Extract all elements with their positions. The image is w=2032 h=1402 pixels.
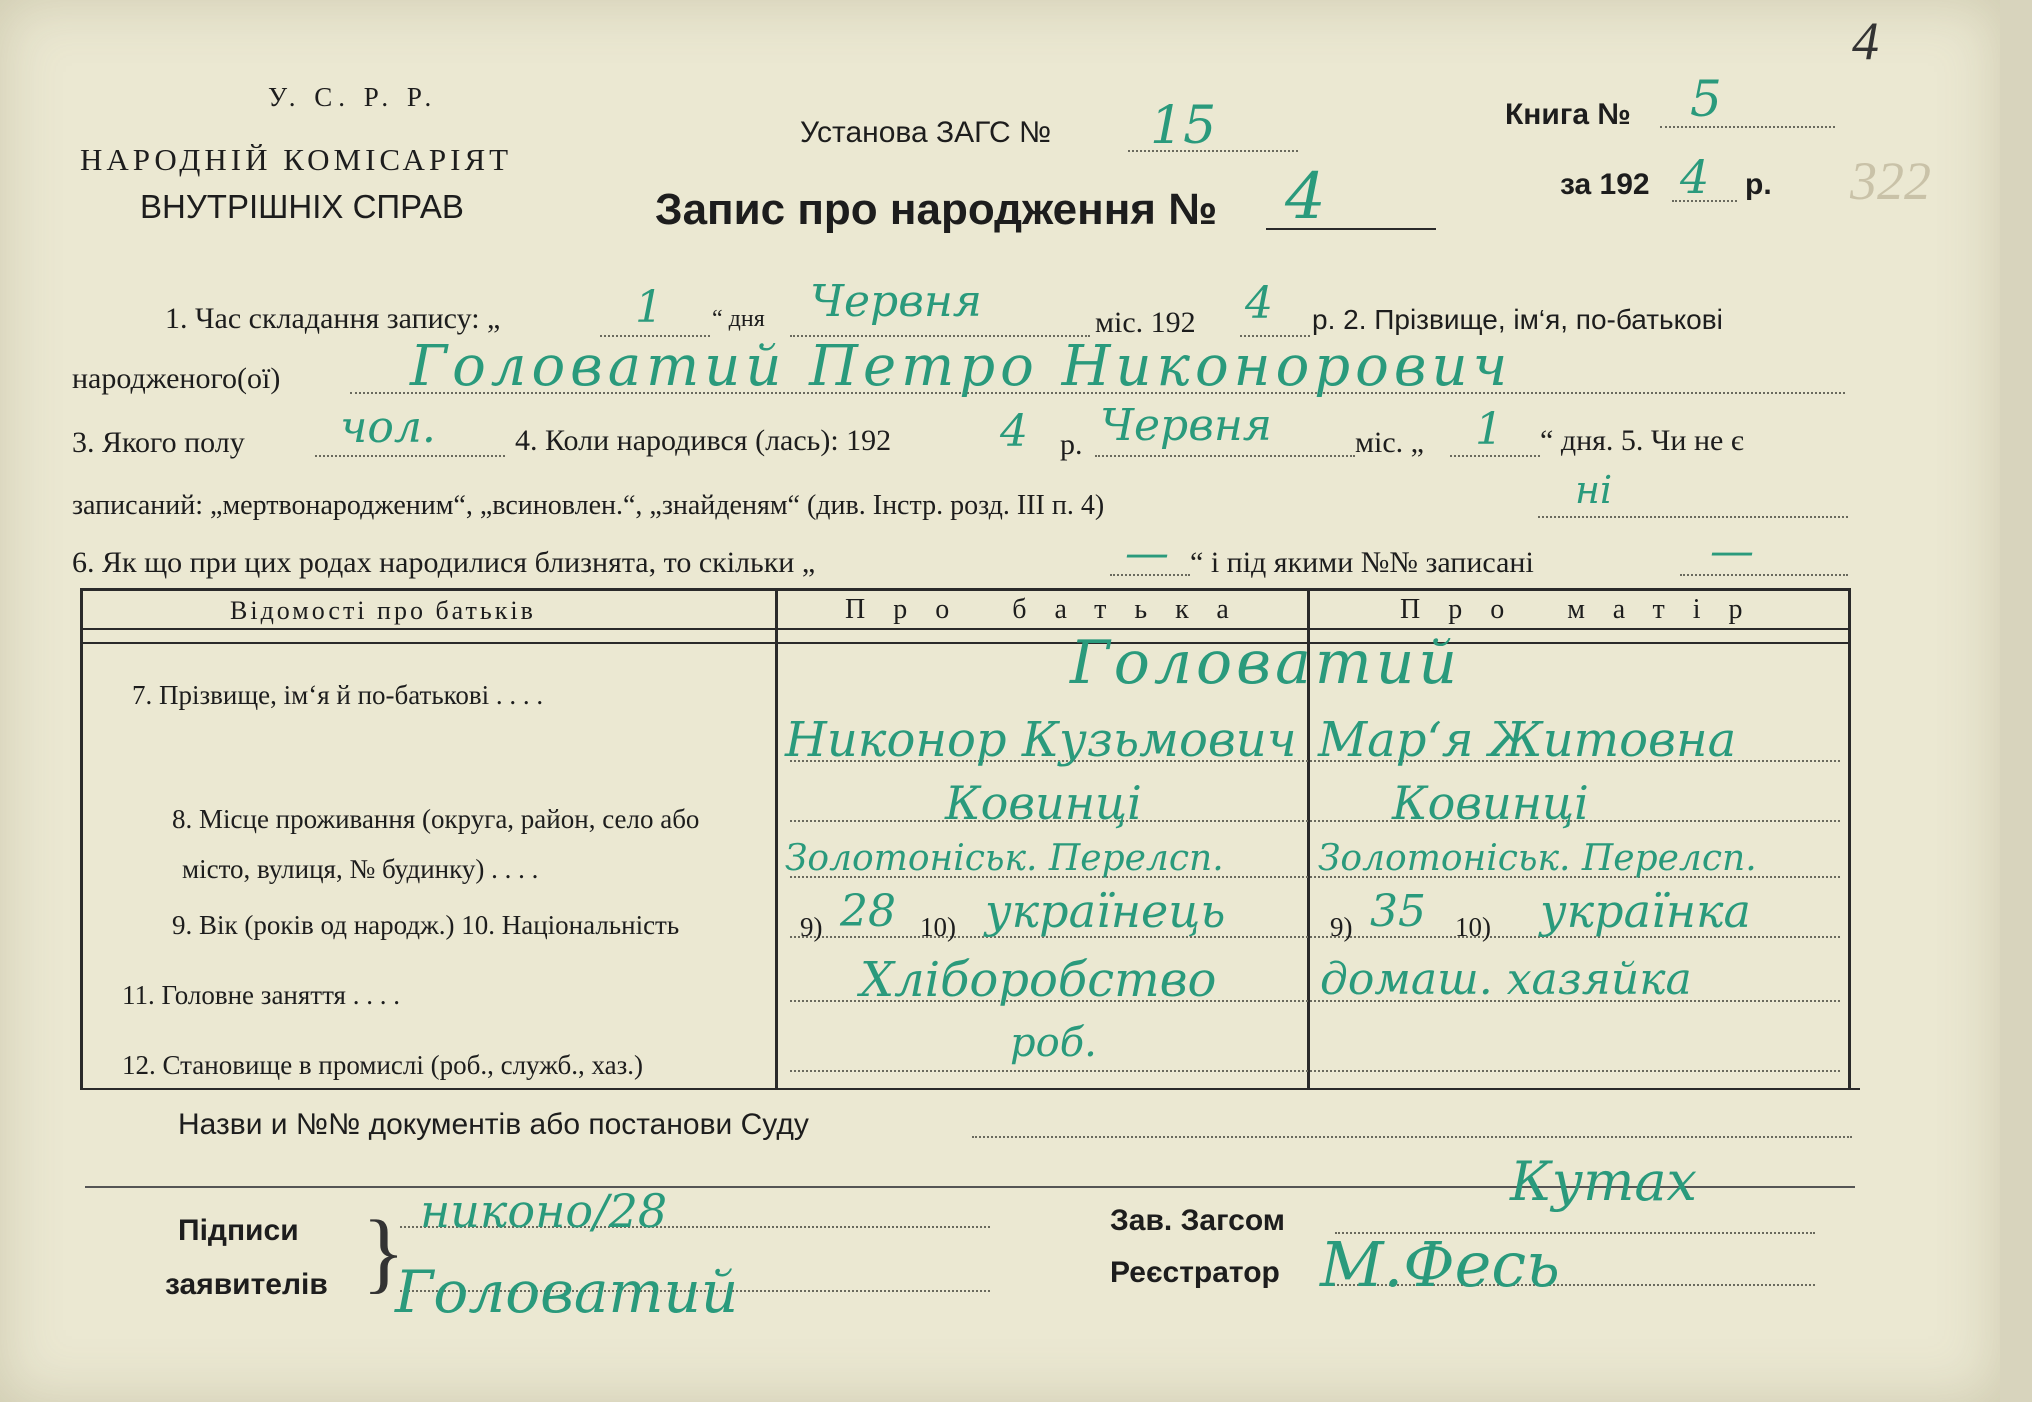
field-1-day-word: “ дня — [712, 306, 765, 332]
field-6-label-b: “ і під якими №№ записані — [1190, 546, 1534, 579]
registrar-signature: М.Фесь — [1320, 1228, 1560, 1301]
commissariat-line-2: ВНУТРІШНІХ СПРАВ — [140, 188, 464, 225]
mother-nat-prefix: 10) — [1455, 912, 1491, 942]
field-6-label-a: 6. Як що при цих родах народилися близнята, то скільки „ — [72, 546, 816, 579]
row-11-label: 11. Головне заняття . . . . — [122, 980, 400, 1010]
row-8-label-2: місто, вулиця, № будинку) . . . . — [182, 854, 539, 884]
field-2-label: р. 2. Прізвище, ім‘я, по-батькові — [1312, 304, 1723, 335]
row-7-label: 7. Прізвище, ім‘я й по-батькові . . . . — [132, 680, 544, 710]
field-4-day-line — [1450, 455, 1540, 457]
year-label-pre: за 192 — [1560, 168, 1650, 201]
documents-line — [972, 1136, 1852, 1138]
mother-place-1: Ковинці — [1392, 776, 1589, 830]
field-1-year: 4 — [1245, 278, 1273, 329]
mother-occupation: домаш. хазяйка — [1320, 954, 1692, 1005]
registrar-label: Реєстратор — [1110, 1256, 1280, 1289]
year-line — [1672, 200, 1737, 202]
field-5-value: ні — [1575, 468, 1613, 512]
table-header-rule — [80, 628, 1850, 630]
institution-no: 15 — [1150, 96, 1217, 156]
row-9-label: 9. Вік (років од народж.) 10. Національність — [172, 910, 680, 940]
table-divider-1 — [775, 588, 778, 1088]
father-nat-prefix: 10) — [920, 912, 956, 942]
parents-surname: Головатий — [1070, 628, 1462, 698]
mother-age-prefix: 9) — [1330, 912, 1353, 942]
usrr-label: У. С. Р. Р. — [268, 82, 438, 112]
field-5-label: “ дня. 5. Чи не є — [1540, 424, 1744, 457]
father-age: 28 — [840, 886, 896, 937]
col-header-father: Про батька — [845, 594, 1257, 625]
field-1-mis: міс. 192 — [1095, 306, 1196, 339]
commissariat-line-1: НАРОДНІЙ КОМІСАРІЯТ — [80, 142, 513, 177]
row-8-label-1: 8. Місце проживання (округа, район, село або — [172, 804, 700, 834]
field-4-month: Червня — [1100, 400, 1272, 451]
year-label-post: р. — [1745, 168, 1772, 201]
field-2-value: Головатий Петро Никонорович — [410, 334, 1513, 399]
field-6-value: — — [1710, 526, 1754, 577]
field-1-day: 1 — [635, 282, 663, 333]
field-3-value: чол. — [340, 402, 436, 453]
field-3-line — [315, 455, 505, 457]
father-name: Никонор Кузьмович — [785, 712, 1297, 768]
signatures-label-2: заявителів — [165, 1268, 328, 1301]
record-title: Запис про народження № — [655, 185, 1218, 234]
table-left-rule — [80, 588, 83, 1088]
field-2-label-2: народженого(ої) — [72, 362, 281, 395]
signature-2: Головатий — [395, 1258, 739, 1326]
father-age-prefix: 9) — [800, 912, 823, 942]
field-1-month: Червня — [810, 276, 982, 327]
signatures-label-1: Підписи — [178, 1214, 299, 1247]
father-nationality: українець — [985, 884, 1226, 938]
field-4-year: 4 — [1000, 406, 1028, 457]
margin-note: 322 — [1850, 151, 1931, 211]
table-right-rule — [1848, 588, 1851, 1088]
field-6-line — [1680, 574, 1848, 576]
col-header-info: Відомості про батьків — [230, 596, 536, 625]
father-status: роб. — [1010, 1020, 1097, 1066]
table-header-rule-2 — [80, 642, 1850, 644]
record-no: 4 — [1285, 160, 1326, 234]
head-signature: Кутах — [1510, 1150, 1697, 1213]
field-4-mis: міс. „ — [1355, 426, 1424, 459]
field-4-r: р. — [1060, 428, 1083, 461]
field-4-month-line — [1095, 455, 1355, 457]
signatures-brace: } — [362, 1203, 406, 1302]
father-place-1: Ковинці — [945, 776, 1142, 830]
mother-nationality: українка — [1540, 884, 1751, 938]
field-5-line — [1538, 516, 1848, 518]
field-6-count: — — [1125, 528, 1169, 579]
book-no-line — [1660, 126, 1835, 128]
col-header-mother: Про матір — [1400, 594, 1771, 625]
field-3-label: 3. Якого полу — [72, 426, 245, 459]
mother-age: 35 — [1370, 886, 1426, 937]
book-no: 5 — [1690, 70, 1722, 128]
field-1-label: 1. Час складання запису: „ — [165, 302, 501, 335]
father-place-2: Золотоніськ. Перелсп. — [785, 838, 1224, 879]
row-12-label: 12. Становище в промислі (роб., служб., хаз.) — [122, 1050, 644, 1080]
field-5-label-2: записаний: „мертвонародженим“, „всиновлен.“, „знайденям“ (див. Інстр. розд. III п. 4) — [72, 490, 1105, 521]
father-occupation: Хліборобство — [860, 952, 1217, 1008]
row-12-line — [790, 1070, 1840, 1072]
institution-label: Установа ЗАГС № — [800, 116, 1052, 149]
table-bottom-rule — [80, 1088, 1860, 1090]
signature-1: никоно/28 — [420, 1184, 668, 1238]
corner-number: 4 — [1852, 11, 1879, 71]
mother-name: Мар‘я Житовна — [1318, 712, 1737, 768]
mother-place-2: Золотоніськ. Перелсп. — [1318, 838, 1757, 879]
head-label: Зав. Загсом — [1110, 1204, 1285, 1237]
field-4-day: 1 — [1475, 404, 1503, 455]
field-4-label: 4. Коли народився (лась): 192 — [515, 424, 892, 457]
documents-label: Назви и №№ документів або постанови Суду — [178, 1108, 809, 1141]
year-digit: 4 — [1680, 150, 1710, 204]
book-label: Книга № — [1505, 98, 1631, 131]
table-top-rule — [80, 588, 1850, 591]
